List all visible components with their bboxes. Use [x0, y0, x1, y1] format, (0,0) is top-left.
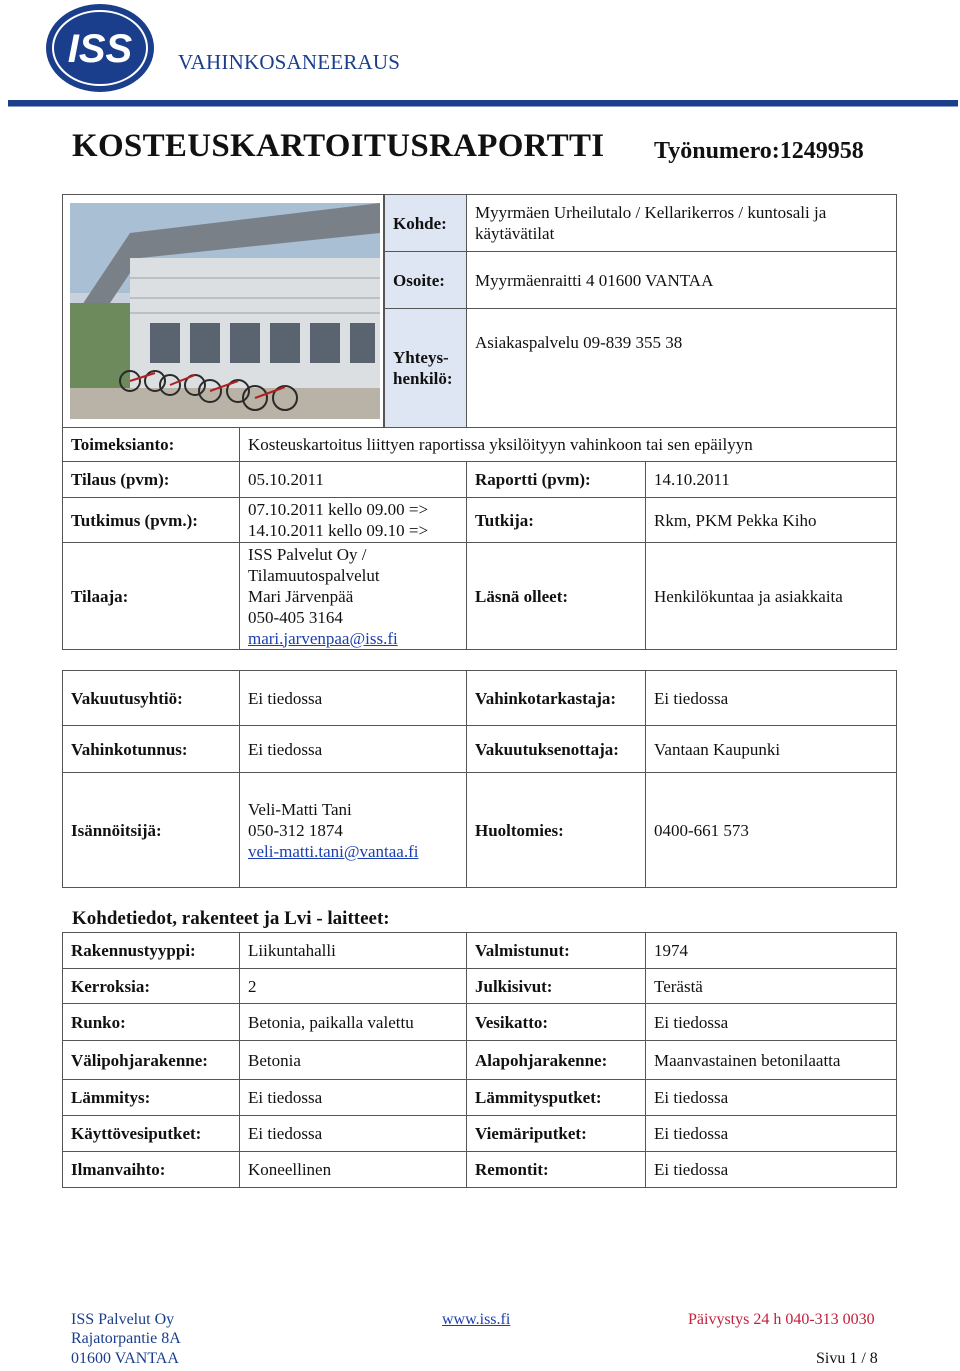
property-value: Ei tiedossa: [645, 1115, 897, 1152]
footer-website-link[interactable]: www.iss.fi: [442, 1311, 511, 1328]
building-photo: [70, 203, 380, 419]
vakuutusyhtio-value: Ei tiedossa: [239, 670, 467, 726]
yhteyshenkilo-value: Asiakaspalvelu 09-839 355 38: [466, 308, 897, 428]
isannoitsija-email-link[interactable]: veli-matti.tani@vantaa.fi: [248, 841, 419, 861]
huoltomies-label: Huoltomies:: [466, 772, 646, 888]
property-value: Betonia: [239, 1040, 467, 1080]
brand-name: VAHINKOSANEERAUS: [178, 50, 401, 74]
property-label: Välipohjarakenne:: [62, 1040, 240, 1080]
property-value: 2: [239, 968, 467, 1004]
property-value: 1974: [645, 932, 897, 969]
footer-street: Rajatorpantie 8A: [71, 1330, 181, 1347]
page-title: KOSTEUSKARTOITUSRAPORTTI: [72, 128, 605, 164]
vahinkotunnus-value: Ei tiedossa: [239, 725, 467, 773]
yhteyshenkilo-label: [384, 308, 467, 428]
isannoitsija-line2: 050-312 1874: [248, 820, 343, 840]
property-value: Terästä: [645, 968, 897, 1004]
kohde-value: Myyrmäen Urheilutalo / Kellarikerros / kuntosali ja käytävätilat: [466, 194, 897, 252]
logo-text: ISS: [67, 27, 133, 71]
property-value: Betonia, paikalla valettu: [239, 1003, 467, 1041]
footer-city: 01600 VANTAA: [71, 1350, 179, 1367]
property-label: Julkisivut:: [466, 968, 646, 1004]
page-header: [0, 0, 960, 110]
isannoitsija-line1: Veli-Matti Tani: [248, 799, 352, 819]
property-label: Runko:: [62, 1003, 240, 1041]
property-label: Viemäriputket:: [466, 1115, 646, 1152]
iss-logo: [44, 2, 156, 94]
toimeksianto-value: Kosteuskartoitus liittyen raportissa yksilöityyn vahinkoon tai sen epäilyyn: [239, 427, 897, 462]
property-label: Alapohjarakenne:: [466, 1040, 646, 1080]
huoltomies-value: 0400-661 573: [645, 772, 897, 888]
tutkija-label: Tutkija:: [466, 497, 646, 543]
property-value: Ei tiedossa: [645, 1151, 897, 1188]
tilaaja-value: [239, 542, 467, 650]
vahinkotunnus-label: Vahinkotunnus:: [62, 725, 240, 773]
osoite-value: Myyrmäenraitti 4 01600 VANTAA: [466, 251, 897, 309]
yhteys-label-line1: Yhteys-: [393, 348, 449, 367]
property-label: Lämmitys:: [62, 1079, 240, 1116]
tutkimus-line1: 07.10.2011 kello 09.00 =>: [248, 500, 429, 519]
raportti-label: Raportti (pvm):: [466, 461, 646, 498]
property-label: Käyttövesiputket:: [62, 1115, 240, 1152]
page-number: Sivu 1 / 8: [816, 1350, 878, 1367]
property-value: Ei tiedossa: [645, 1079, 897, 1116]
footer-company: ISS Palvelut Oy: [71, 1311, 175, 1328]
tilaus-label: Tilaus (pvm):: [62, 461, 240, 498]
tilaaja-line1: ISS Palvelut Oy /: [248, 544, 367, 564]
property-value: Ei tiedossa: [239, 1079, 467, 1116]
header-rule-thin: [8, 106, 958, 107]
isannoitsija-label: Isännöitsijä:: [62, 772, 240, 888]
tilaaja-line4: 050-405 3164: [248, 607, 343, 627]
section-title: Kohdetiedot, rakenteet ja Lvi - laitteet:: [72, 908, 390, 929]
tilaaja-line2: Tilamuutospalvelut: [248, 565, 380, 585]
tilaus-value: 05.10.2011: [239, 461, 467, 498]
kohde-label: Kohde:: [384, 194, 467, 252]
yhteys-label-line2: henkilö:: [393, 369, 453, 388]
toimeksianto-label: Toimeksianto:: [62, 427, 240, 462]
tutkimus-label: Tutkimus (pvm.):: [62, 497, 240, 543]
footer-duty-phone: Päivystys 24 h 040-313 0030: [688, 1311, 875, 1328]
vahinkotarkastaja-label: Vahinkotarkastaja:: [466, 670, 646, 726]
vakuutuksenottaja-value: Vantaan Kaupunki: [645, 725, 897, 773]
tilaaja-line3: Mari Järvenpää: [248, 586, 354, 606]
lasna-value: Henkilökuntaa ja asiakkaita: [645, 542, 897, 650]
osoite-label: Osoite:: [384, 251, 467, 309]
isannoitsija-value: [239, 772, 467, 888]
tutkimus-value: [239, 497, 467, 543]
property-value: Ei tiedossa: [645, 1003, 897, 1041]
property-value: Koneellinen: [239, 1151, 467, 1188]
property-value: Liikuntahalli: [239, 932, 467, 969]
property-label: Ilmanvaihto:: [62, 1151, 240, 1188]
property-label: Vesikatto:: [466, 1003, 646, 1041]
property-label: Remontit:: [466, 1151, 646, 1188]
raportti-value: 14.10.2011: [645, 461, 897, 498]
property-value: Maanvastainen betonilaatta: [645, 1040, 897, 1080]
tutkija-value: Rkm, PKM Pekka Kiho: [645, 497, 897, 543]
tilaaja-label: Tilaaja:: [62, 542, 240, 650]
vakuutuksenottaja-label: Vakuutuksenottaja:: [466, 725, 646, 773]
tutkimus-line2: 14.10.2011 kello 09.10 =>: [248, 521, 429, 540]
vakuutusyhtio-label: Vakuutusyhtiö:: [62, 670, 240, 726]
property-label: Valmistunut:: [466, 932, 646, 969]
property-value: Ei tiedossa: [239, 1115, 467, 1152]
property-label: Kerroksia:: [62, 968, 240, 1004]
property-label: Rakennustyyppi:: [62, 932, 240, 969]
job-number: Työnumero:1249958: [654, 138, 864, 164]
property-label: Lämmitysputket:: [466, 1079, 646, 1116]
tilaaja-email-link[interactable]: mari.jarvenpaa@iss.fi: [248, 628, 398, 648]
lasna-label: Läsnä olleet:: [466, 542, 646, 650]
vahinkotarkastaja-value: Ei tiedossa: [645, 670, 897, 726]
